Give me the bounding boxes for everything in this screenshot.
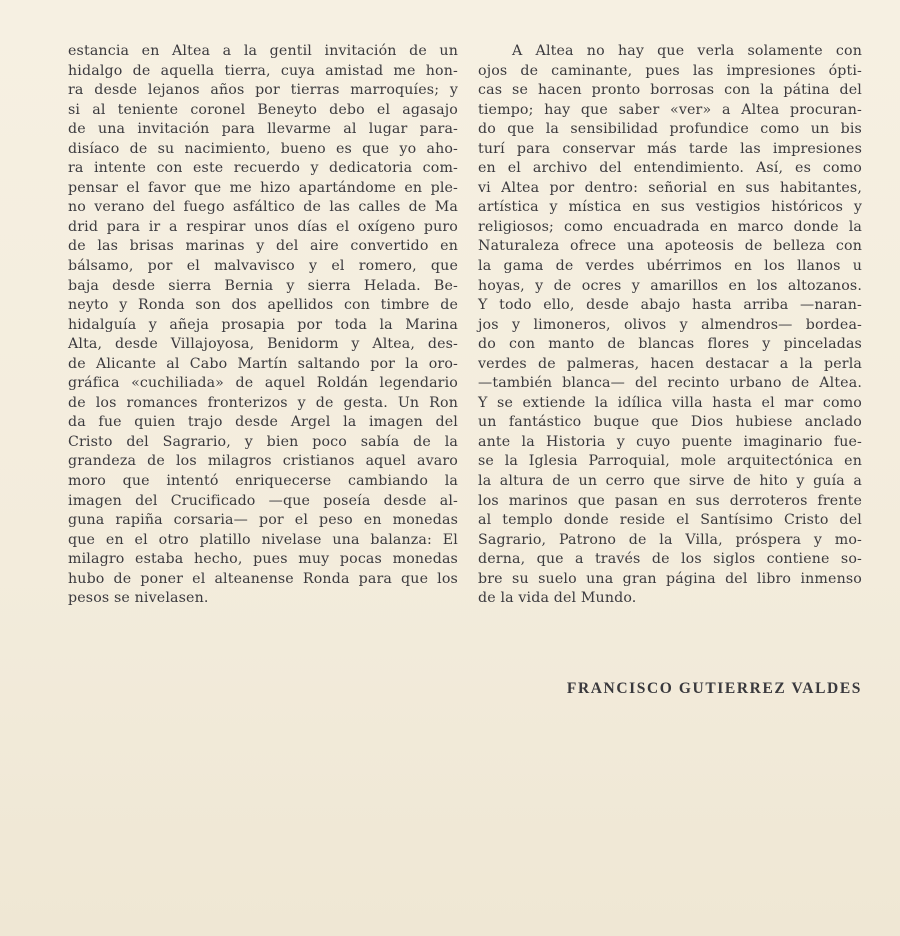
- text-line: disíaco de su nacimiento, bueno es que yo aho-: [68, 140, 458, 157]
- text-line: Y se extiende la idílica villa hasta el mar como: [478, 394, 862, 411]
- text-line: ante la Historia y cuyo puente imaginario fue-: [478, 433, 862, 450]
- text-line: en el archivo del entendimiento. Así, es como: [478, 160, 862, 177]
- text-line: milagro estaba hecho, pues muy pocas monedas: [68, 551, 458, 568]
- text-line: baja desde sierra Bernia y sierra Helada. Be-: [68, 277, 458, 294]
- text-line: do con manto de blancas flores y pinceladas: [478, 336, 862, 353]
- text-line: de la vida del Mundo.: [478, 590, 637, 607]
- text-line: al templo donde reside el Santísimo Cristo del: [478, 512, 862, 529]
- text-line: turí para conservar más tarde las impresiones: [478, 140, 862, 157]
- text-line: hidalgo de aquella tierra, cuya amistad me hon-: [68, 62, 458, 79]
- left-text-column: [68, 42, 458, 609]
- text-line: si al teniente coronel Beneyto debo el agasajo: [68, 101, 458, 118]
- text-line: de una invitación para llevarme al lugar para-: [68, 121, 458, 138]
- text-line: la altura de un cerro que sirve de hito y guía a: [478, 473, 862, 490]
- text-line: hoyas, y de ocres y amarillos en los altozanos.: [478, 277, 862, 294]
- text-line: se la Iglesia Parroquial, mole arquitectónica en: [478, 453, 862, 470]
- text-line: gráfica «cuchiliada» de aquel Roldán legendario: [68, 375, 458, 392]
- author-signature: FRANCISCO GUTIERREZ VALDES: [566, 680, 862, 697]
- text-line: neyto y Ronda son dos apellidos con timbre de: [68, 297, 458, 314]
- text-line: hubo de poner el alteanense Ronda para que los: [68, 570, 458, 587]
- text-line: los marinos que pasan en sus derroteros frente: [478, 492, 862, 509]
- text-line: A Altea no hay que verla solamente con: [512, 43, 862, 59]
- text-line: de los romances fronterizos y de gesta. Un Ron: [68, 394, 458, 411]
- text-line: de Alicante al Cabo Martín saltando por la oro-: [68, 355, 458, 372]
- text-line: da fue quien trajo desde Argel la imagen del: [68, 414, 458, 431]
- text-line: tiempo; hay que saber «ver» a Altea procuran-: [478, 101, 862, 118]
- text-line: Cristo del Sagrario, y bien poco sabía de la: [68, 433, 458, 450]
- text-line: —también blanca— del recinto urbano de Altea.: [478, 375, 862, 392]
- text-line: Naturaleza ofrece una apoteosis de belleza con: [478, 238, 862, 255]
- text-line: no verano del fuego asfáltico de las calles de Ma: [68, 199, 458, 216]
- text-line: Y todo ello, desde abajo hasta arriba —naran-: [478, 297, 862, 314]
- text-line: pesos se nivelasen.: [68, 590, 209, 607]
- right-text-column: [478, 42, 862, 609]
- text-line: drid para ir a respirar unos días el oxígeno puro: [68, 218, 458, 235]
- text-line: ojos de caminante, pues las impresiones ópti-: [478, 62, 862, 79]
- text-line: que en el otro platillo nivelase una balanza: El: [68, 531, 458, 548]
- text-line: artística y mística en sus vestigios históricos y: [478, 199, 862, 216]
- text-line: guna rapiña corsaria— por el peso en monedas: [68, 512, 458, 529]
- text-line: derna, que a través de los siglos contiene so-: [478, 551, 862, 568]
- text-line: un fantástico buque que Dios hubiese anclado: [478, 414, 862, 431]
- text-line: do que la sensibilidad profundice como un bis: [478, 121, 862, 138]
- text-line: bre su suelo una gran página del libro inmenso: [478, 570, 862, 587]
- text-line: la gama de verdes ubérrimos en los llanos u: [478, 258, 862, 275]
- text-line: Sagrario, Patrono de la Villa, próspera y mo-: [478, 531, 862, 548]
- text-line: estancia en Altea a la gentil invitación de un: [68, 43, 458, 59]
- text-line: de las brisas marinas y del aire convertido en: [68, 238, 458, 255]
- text-line: bálsamo, por el malvavisco y el romero, que: [68, 258, 458, 275]
- text-line: hidalguía y añeja prosapia por toda la Marina: [68, 316, 458, 333]
- text-line: imagen del Crucificado —que poseía desde al-: [68, 492, 458, 509]
- text-line: verdes de palmeras, hacen destacar a la perla: [478, 355, 862, 372]
- text-line: vi Altea por dentro: señorial en sus habitantes,: [478, 179, 862, 196]
- text-line: ra desde lejanos años por tierras marroquíes; y: [68, 82, 458, 99]
- text-line: pensar el favor que me hizo apartándome en ple-: [68, 179, 458, 196]
- text-line: religiosos; como encuadrada en marco donde la: [478, 218, 862, 235]
- text-line: Alta, desde Villajoyosa, Benidorm y Altea, des-: [68, 336, 458, 353]
- text-line: moro que intentó enriquecerse cambiando la: [68, 473, 458, 490]
- text-line: ra intente con este recuerdo y dedicatoria com-: [68, 160, 458, 177]
- text-line: grandeza de los milagros cristianos aquel avaro: [68, 453, 458, 470]
- text-line: jos y limoneros, olivos y almendros— bordea-: [478, 316, 862, 333]
- text-line: cas se hacen pronto borrosas con la pátina del: [478, 82, 862, 99]
